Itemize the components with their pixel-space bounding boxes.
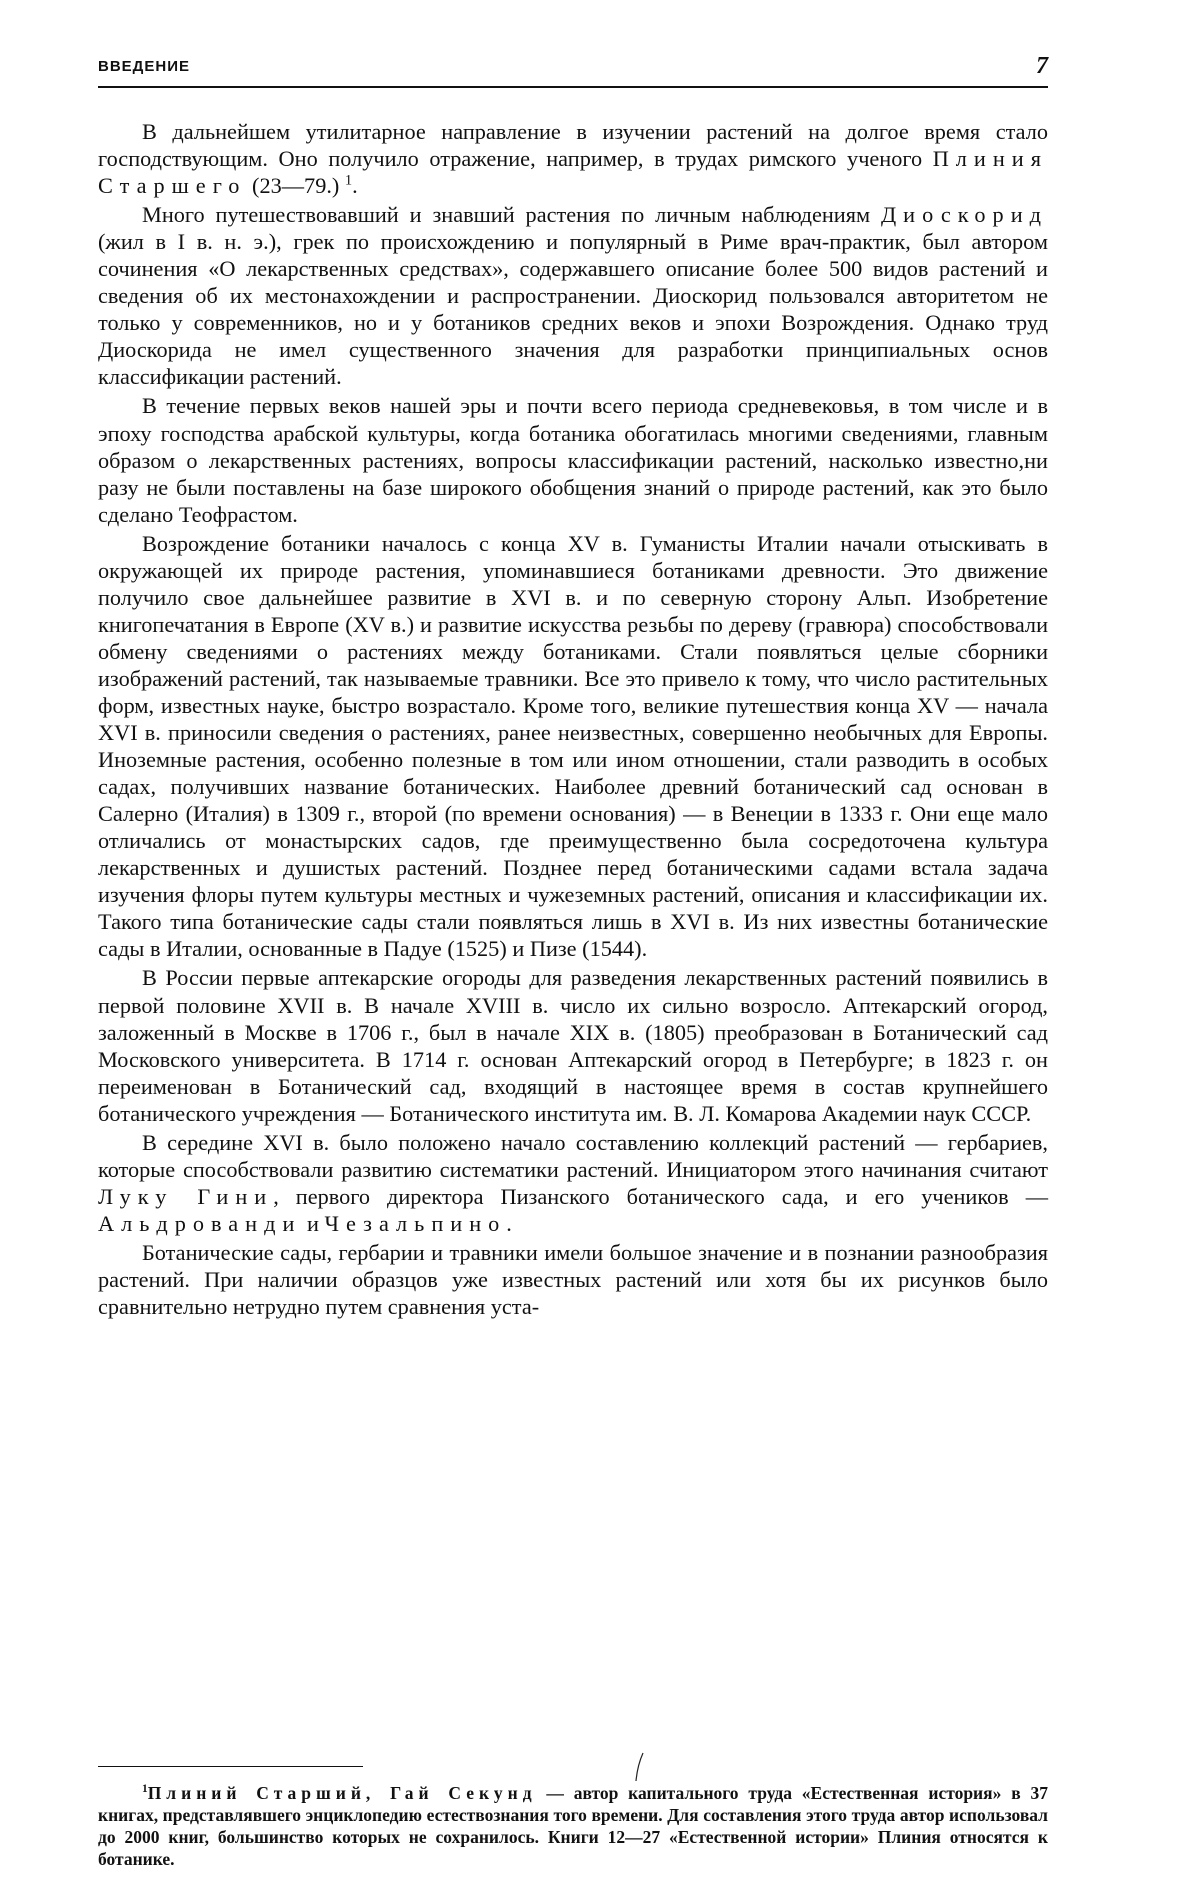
paragraph-3: В течение первых веков нашей эры и почти всего периода средневековья, в том числе и в эпоху господства арабской культуры, когда ботаника обогатилась многими сведениями, главным образом о лекарственных растениях, вопросы классификации растений, насколько известно,ни разу не были поставлены на базе широкого обобщения знаний о природе растений, как это было сделано Теофрастом. <box>98 393 1048 527</box>
footnote-rule <box>98 1766 363 1767</box>
footnote-text: — автор капитального труда «Естественная история» в 37 книгах, представлявшего энциклопедию естествознания того времени. Для составления этого труда автор использовал до 2000 книг, большинство которых не сохранилось. Книги 12—27 «Естественной истории» Плиния относятся к ботанике. <box>98 1783 1048 1869</box>
author-name-cesalpino: Чезальпино <box>324 1210 507 1236</box>
author-name-pliny: Плиния Старшего <box>98 146 1048 199</box>
header-rule <box>98 86 1048 88</box>
page-number: 7 <box>1036 53 1048 79</box>
paragraph-5: В России первые аптекарские огороды для разведения лекарственных растений появились в первой половине XVII в. В начале XVIII в. число их сильно возросло. Аптекарский огород, заложенный в Москве в 1706 г., был в начале XIX в. (1805) преобразован в Ботанический сад Московского университета. В 1714 г. основан Аптекарский огород в Петербурге; в 1823 г. он переименован в Ботанический сад, входящий в настоящее время в состав крупнейшего ботанического учреждения — Ботанического института им. В. Л. Комарова Академии наук СССР. <box>98 965 1048 1126</box>
footnote-reference: 1 <box>344 172 353 189</box>
author-name-aldrovandi: Альдрованди <box>98 1210 302 1236</box>
running-head <box>98 53 1048 82</box>
paragraph-1: В дальнейшем утилитарное направление в изучении растений на долгое время стало господствующим. Оно получило отражение, например, в трудах римского ученого Плиния Старшего (23—79.) $^1$. <box>98 119 1048 199</box>
paragraph-6: В середине XVI в. было положено начало составлению коллекций растений — гербариев, которые способствовали развитию систематики растений. Инициатором этого начинания считают Луку Гини, первого директора Пизанского ботанического сада, и его учеников — Альдрованди и Чезальпино. <box>98 1129 1048 1236</box>
footnote <box>98 1782 1048 1870</box>
paragraph-4: Возрождение ботаники началось с конца XV в. Гуманисты Италии начали отыскивать в окружающей их природе растения, упоминавшиеся ботаниками древности. Это движение получило свое дальнейшее развитие в XVI в. и по северную сторону Альп. Изобретение книгопечатания в Европе (XV в.) и развитие искусства резьбы по дереву (гравюра) способствовали обмену сведениями о растениях между ботаниками. Стали появляться целые сборники изображений растений, так называемые травники. Все это привело к тому, что число растительных форм, известных науке, быстро возрастало. Кроме того, великие путешествия конца XV — начала XVI в. приносили сведения о растениях, ранее неизвестных, совершенно необычных для Европы. Иноземные растения, особенно полезные в том или ином отношении, стали разводить в особых садах, получивших название ботанических. Наиболее древний ботанический сад основан в Салерно (Италия) в 1309 г., второй (по времени основания) — в Венеции в 1333 г. Они еще мало отличались от монастырских садов, где преимущественно была сосредоточена культура лекарственных и душистых растений. Позднее перед ботаническими садами встала задача изучения флоры путем культуры местных и чужеземных растений, описания и классификации их. Такого типа ботанические сады стали появляться лишь в XVI в. Из них известны ботанические сады в Италии, основанные в Падуе (1525) и Пизе (1544). <box>98 530 1048 962</box>
author-name-ghini: Луку Гини <box>98 1183 274 1209</box>
author-name-dioscorides: Диоскорид <box>880 202 1048 228</box>
paragraph-2: Много путешествовавший и знавший растения по личным наблюдениям Диоскорид (жил в I в. н. э.), грек по происхождению и популярный в Риме врач-практик, был автором сочинения «О лекарственных средствах», содержавшего описание более 500 видов растений и сведения об их местонахождении и распространении. Диоскорид пользовался авторитетом не только у современников, но и у ботаников средних веков и эпохи Возрождения. Однако труд Диоскорида не имел существенного значения для разработки принципиальных основ классификации растений. <box>98 202 1048 390</box>
body-text <box>98 118 1048 1322</box>
pen-stroke-mark <box>634 1752 646 1782</box>
footnote-mark: 1 <box>142 1783 148 1796</box>
section-title: ВВЕДЕНИЕ <box>98 58 190 75</box>
footnote-author-name: Плиний Старший, Гай Секунд <box>147 1783 537 1803</box>
paragraph-7: Ботанические сады, гербарии и травники имели большое значение и в познании разнообразия растений. При наличии образцов уже известных растений или хотя бы их рисунков было сравнительно нетрудно путем сравнения уста- <box>98 1239 1048 1320</box>
